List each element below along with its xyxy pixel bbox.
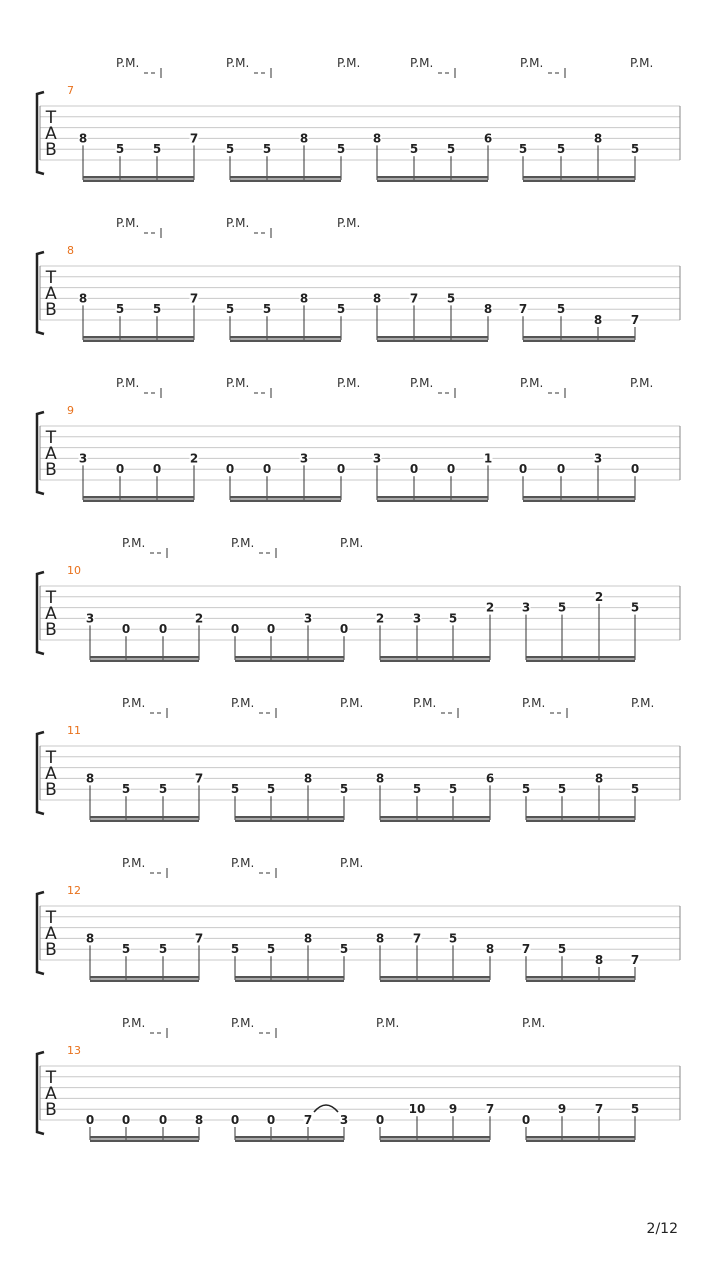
fret-number: 5	[630, 142, 640, 157]
fret-number: 8	[485, 942, 495, 957]
beam-primary	[235, 656, 344, 659]
beam-secondary	[90, 820, 199, 823]
tab-clef-letter: A	[45, 1084, 57, 1104]
beam-secondary	[380, 820, 490, 823]
beam-primary	[380, 816, 490, 819]
fret-number: 9	[557, 1102, 567, 1117]
beam-secondary	[235, 1140, 344, 1143]
fret-number: 5	[630, 600, 640, 615]
tab-clef-letter: T	[45, 428, 57, 448]
fret-number: 5	[339, 942, 349, 957]
fret-number: 0	[152, 462, 162, 477]
tab-system-12	[37, 856, 680, 982]
tab-clef-letter: A	[45, 924, 57, 944]
fret-number: 0	[266, 622, 276, 637]
fret-number: 0	[262, 462, 272, 477]
fret-number: 5	[266, 942, 276, 957]
beam-secondary	[377, 500, 488, 503]
beam-primary	[90, 816, 199, 819]
beam-secondary	[380, 980, 490, 983]
measure-number: 11	[67, 724, 81, 737]
fret-number: 3	[78, 451, 88, 466]
beam-secondary	[235, 660, 344, 663]
palm-mute-label: P.M.	[116, 216, 140, 230]
fret-number: 7	[594, 1102, 604, 1117]
beam-primary	[380, 656, 490, 659]
beam-primary	[83, 496, 194, 499]
fret-number: 2	[594, 589, 604, 604]
palm-mute-label: P.M.	[122, 696, 146, 710]
palm-mute-label: P.M.	[231, 696, 255, 710]
beam-secondary	[90, 980, 199, 983]
fret-number: 7	[194, 771, 204, 786]
fret-number: 8	[375, 771, 385, 786]
tab-clef-letter: T	[45, 108, 57, 128]
fret-number: 5	[158, 942, 168, 957]
measure-number: 10	[67, 564, 81, 577]
beam-primary	[377, 496, 488, 499]
beam-primary	[235, 816, 344, 819]
fret-number: 0	[225, 462, 235, 477]
palm-mute-label: P.M.	[522, 1016, 546, 1030]
fret-number: 8	[594, 953, 604, 967]
fret-number: 9	[448, 1102, 458, 1117]
fret-number: 0	[158, 622, 168, 637]
fret-number: 8	[299, 131, 309, 146]
tab-clef-letter: T	[45, 748, 57, 768]
tab-clef-letter: A	[45, 764, 57, 784]
beam-secondary	[235, 980, 344, 983]
fret-number: 7	[485, 1102, 495, 1117]
fret-number: 0	[266, 1113, 276, 1127]
fret-number: 6	[483, 131, 493, 146]
beam-secondary	[526, 660, 635, 663]
beam-primary	[526, 816, 635, 819]
fret-number: 10	[408, 1102, 426, 1117]
fret-number: 5	[339, 782, 349, 797]
fret-number: 2	[375, 611, 385, 626]
fret-number: 0	[630, 462, 640, 477]
tab-clef-letter: T	[45, 1068, 57, 1088]
tab-clef-letter: T	[45, 268, 57, 288]
beam-primary	[235, 1136, 344, 1139]
fret-number: 8	[483, 302, 493, 317]
fret-number: 2	[189, 451, 199, 466]
fret-number: 0	[556, 462, 566, 477]
fret-number: 0	[336, 462, 346, 477]
fret-number: 8	[85, 771, 95, 786]
tab-clef-letter: A	[45, 444, 57, 464]
beam-secondary	[83, 340, 194, 343]
fret-number: 5	[556, 142, 566, 157]
fret-number: 8	[593, 313, 603, 327]
fret-number: 5	[262, 302, 272, 317]
fret-number: 3	[521, 600, 531, 615]
palm-mute-label: P.M.	[122, 536, 146, 550]
palm-mute-label: P.M.	[231, 536, 255, 550]
fret-number: 3	[593, 451, 603, 466]
tab-system-10	[37, 536, 680, 662]
fret-number: 3	[339, 1113, 349, 1127]
fret-number: 5	[557, 600, 567, 615]
tab-system-9	[37, 376, 680, 502]
fret-number: 7	[630, 953, 640, 967]
palm-mute-label: P.M.	[340, 696, 364, 710]
fret-number: 5	[556, 302, 566, 317]
fret-number: 5	[409, 142, 419, 157]
fret-number: 8	[303, 931, 313, 946]
tab-clef-letter: A	[45, 604, 57, 624]
palm-mute-label: P.M.	[631, 696, 655, 710]
fret-number: 3	[85, 611, 95, 626]
palm-mute-label: P.M.	[520, 376, 544, 390]
fret-number: 0	[121, 1113, 131, 1127]
fret-number: 5	[230, 942, 240, 957]
fret-number: 7	[303, 1113, 313, 1127]
fret-number: 5	[115, 142, 125, 157]
fret-number: 5	[158, 782, 168, 797]
palm-mute-label: P.M.	[122, 1016, 146, 1030]
beam-primary	[377, 336, 488, 339]
beam-secondary	[380, 660, 490, 663]
fret-number: 5	[630, 782, 640, 797]
measure-number: 12	[67, 884, 81, 897]
fret-number: 0	[375, 1113, 385, 1127]
beam-secondary	[83, 500, 194, 503]
beam-primary	[523, 336, 635, 339]
fret-number: 8	[194, 1113, 204, 1127]
fret-number: 8	[372, 131, 382, 146]
fret-number: 5	[115, 302, 125, 317]
tab-system-7	[37, 56, 680, 182]
tab-clef-letter: B	[45, 780, 57, 800]
palm-mute-label: P.M.	[376, 1016, 400, 1030]
fret-number: 5	[630, 1102, 640, 1117]
fret-number: 5	[446, 291, 456, 306]
palm-mute-label: P.M.	[340, 856, 364, 870]
fret-number: 0	[121, 622, 131, 637]
fret-number: 3	[303, 611, 313, 626]
fret-number: 8	[593, 131, 603, 146]
beam-secondary	[526, 980, 635, 983]
fret-number: 0	[339, 622, 349, 637]
fret-number: 8	[78, 131, 88, 146]
fret-number: 7	[194, 931, 204, 946]
fret-number: 0	[158, 1113, 168, 1127]
fret-number: 5	[262, 142, 272, 157]
fret-number: 8	[375, 931, 385, 946]
palm-mute-label: P.M.	[522, 696, 546, 710]
fret-number: 8	[303, 771, 313, 786]
palm-mute-label: P.M.	[410, 376, 434, 390]
beam-secondary	[380, 1140, 490, 1143]
fret-number: 5	[225, 142, 235, 157]
fret-number: 5	[557, 782, 567, 797]
palm-mute-label: P.M.	[337, 376, 361, 390]
fret-number: 5	[448, 931, 458, 946]
fret-number: 5	[225, 302, 235, 317]
fret-number: 5	[230, 782, 240, 797]
fret-number: 3	[412, 611, 422, 626]
palm-mute-label: P.M.	[340, 536, 364, 550]
beam-primary	[83, 336, 194, 339]
fret-number: 7	[189, 131, 199, 146]
palm-mute-label: P.M.	[231, 1016, 255, 1030]
beam-primary	[230, 336, 341, 339]
tab-system-11	[37, 696, 680, 822]
beam-secondary	[230, 340, 341, 343]
beam-primary	[526, 656, 635, 659]
beam-secondary	[523, 180, 635, 183]
tab-clef-letter: T	[45, 588, 57, 608]
palm-mute-label: P.M.	[413, 696, 437, 710]
palm-mute-label: P.M.	[116, 376, 140, 390]
beam-primary	[235, 976, 344, 979]
palm-mute-label: P.M.	[226, 216, 250, 230]
beam-primary	[90, 1136, 199, 1139]
measure-number: 7	[67, 84, 74, 97]
fret-number: 0	[446, 462, 456, 477]
palm-mute-label: P.M.	[226, 56, 250, 70]
tab-clef-letter: A	[45, 284, 57, 304]
fret-number: 0	[230, 1113, 240, 1127]
tab-clef-letter: B	[45, 300, 57, 320]
fret-number: 5	[336, 142, 346, 157]
fret-number: 5	[152, 142, 162, 157]
fret-number: 0	[115, 462, 125, 477]
fret-number: 7	[409, 291, 419, 306]
beam-secondary	[526, 820, 635, 823]
beam-secondary	[523, 500, 635, 503]
fret-number: 5	[521, 782, 531, 797]
beam-secondary	[526, 1140, 635, 1143]
fret-number: 5	[448, 611, 458, 626]
beam-secondary	[83, 180, 194, 183]
fret-number: 5	[446, 142, 456, 157]
palm-mute-label: P.M.	[116, 56, 140, 70]
fret-number: 5	[336, 302, 346, 317]
fret-number: 7	[412, 931, 422, 946]
fret-number: 8	[78, 291, 88, 306]
fret-number: 5	[557, 942, 567, 957]
fret-number: 7	[630, 313, 640, 327]
beam-primary	[380, 1136, 490, 1139]
fret-number: 6	[485, 771, 495, 786]
tab-clef-letter: B	[45, 620, 57, 640]
fret-number: 0	[230, 622, 240, 637]
tab-clef-letter: B	[45, 460, 57, 480]
fret-number: 0	[409, 462, 419, 477]
beam-secondary	[230, 180, 341, 183]
beam-primary	[230, 176, 341, 179]
beam-primary	[523, 496, 635, 499]
beam-primary	[230, 496, 341, 499]
palm-mute-label: P.M.	[410, 56, 434, 70]
palm-mute-label: P.M.	[630, 56, 654, 70]
fret-number: 3	[372, 451, 382, 466]
beam-primary	[526, 976, 635, 979]
fret-number: 5	[121, 942, 131, 957]
beam-primary	[90, 976, 199, 979]
fret-number: 8	[372, 291, 382, 306]
tie-arc	[314, 1105, 338, 1112]
fret-number: 2	[485, 600, 495, 615]
beam-secondary	[230, 500, 341, 503]
beam-primary	[526, 1136, 635, 1139]
palm-mute-label: P.M.	[630, 376, 654, 390]
palm-mute-label: P.M.	[226, 376, 250, 390]
beam-secondary	[235, 820, 344, 823]
fret-number: 5	[121, 782, 131, 797]
tab-clef-letter: B	[45, 140, 57, 160]
fret-number: 2	[194, 611, 204, 626]
beam-primary	[83, 176, 194, 179]
palm-mute-label: P.M.	[122, 856, 146, 870]
palm-mute-label: P.M.	[231, 856, 255, 870]
measure-number: 8	[67, 244, 74, 257]
palm-mute-label: P.M.	[337, 56, 361, 70]
page-number: 2/12	[646, 1221, 678, 1237]
beam-secondary	[377, 340, 488, 343]
fret-number: 3	[299, 451, 309, 466]
fret-number: 5	[518, 142, 528, 157]
fret-number: 5	[152, 302, 162, 317]
tab-system-8	[37, 216, 680, 342]
beam-primary	[523, 176, 635, 179]
fret-number: 8	[299, 291, 309, 306]
fret-number: 1	[483, 451, 493, 466]
fret-number: 7	[189, 291, 199, 306]
tab-clef-letter: B	[45, 1100, 57, 1120]
beam-secondary	[90, 660, 199, 663]
fret-number: 8	[85, 931, 95, 946]
beam-primary	[377, 176, 488, 179]
beam-primary	[90, 656, 199, 659]
fret-number: 5	[448, 782, 458, 797]
fret-number: 0	[85, 1113, 95, 1127]
beam-secondary	[523, 340, 635, 343]
fret-number: 0	[518, 462, 528, 477]
fret-number: 8	[594, 771, 604, 786]
palm-mute-label: P.M.	[520, 56, 544, 70]
tab-clef-letter: T	[45, 908, 57, 928]
fret-number: 5	[266, 782, 276, 797]
tab-system-13	[37, 1016, 680, 1142]
beam-secondary	[377, 180, 488, 183]
palm-mute-label: P.M.	[337, 216, 361, 230]
fret-number: 7	[518, 302, 528, 317]
measure-number: 13	[67, 1044, 81, 1057]
beam-primary	[380, 976, 490, 979]
beam-secondary	[90, 1140, 199, 1143]
fret-number: 7	[521, 942, 531, 957]
fret-number: 0	[521, 1113, 531, 1127]
measure-number: 9	[67, 404, 74, 417]
fret-number: 5	[412, 782, 422, 797]
tab-clef-letter: B	[45, 940, 57, 960]
tab-clef-letter: A	[45, 124, 57, 144]
